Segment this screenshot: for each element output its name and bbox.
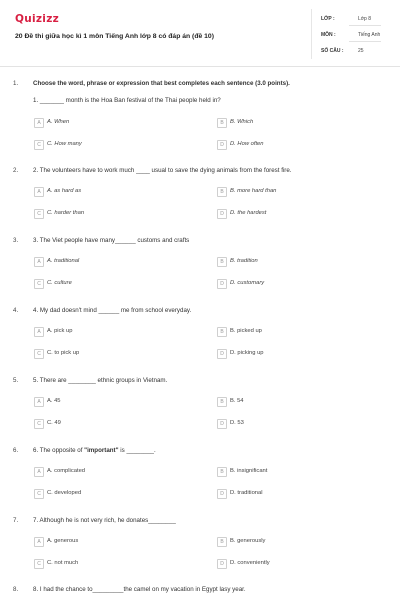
option-key: A	[34, 537, 44, 547]
option-key: C	[34, 209, 44, 219]
meta-panel	[311, 9, 392, 59]
option-label: C. not much	[47, 560, 79, 566]
option-key: C	[34, 140, 44, 150]
question-text: 1. _______ month is the Hoa Ban festival of the Thai people held in?	[33, 97, 221, 104]
option-key: C	[34, 349, 44, 359]
option-label: B. insignificant	[230, 468, 268, 474]
option-label: D. traditional	[230, 490, 263, 496]
worksheet-header	[0, 0, 400, 67]
question-number: 3.	[13, 237, 19, 244]
question-text: 3. The Viet people have many______ customs and crafts	[33, 237, 190, 244]
question-text-end: is ________.	[118, 447, 156, 454]
option-key: D	[217, 349, 227, 359]
question-keyword: "important"	[84, 447, 119, 454]
option-key: A	[34, 187, 44, 197]
option-label: A. 45	[47, 398, 61, 404]
option-key: A	[34, 257, 44, 267]
option-label: D. 53	[230, 420, 244, 426]
meta-label: SỐ CÂU :	[321, 48, 344, 54]
option-key: A	[34, 397, 44, 407]
question-number: 8.	[13, 586, 19, 593]
option-label: C. 49	[47, 420, 61, 426]
option-key: A	[34, 467, 44, 477]
meta-label: MÔN :	[321, 32, 336, 38]
option-label: D. How often	[230, 141, 264, 147]
question-number: 5.	[13, 377, 19, 384]
quizizz-logo: Quizizz	[15, 13, 60, 25]
option-label: C. to pick up	[47, 350, 80, 356]
option-label: D. picking up	[230, 350, 264, 356]
option-label: A. pick up	[47, 328, 73, 334]
option-label: A. When	[47, 119, 70, 125]
option-key: A	[34, 118, 44, 128]
section-instruction: Choose the word, phrase or expression that best completes each sentence (3.0 points).	[33, 80, 290, 87]
meta-value: Lớp 8	[358, 16, 372, 22]
section-number: 1.	[13, 80, 19, 87]
option-key: D	[217, 419, 227, 429]
option-key: D	[217, 140, 227, 150]
option-label: C. culture	[47, 280, 72, 286]
option-key: B	[217, 118, 227, 128]
question-text	[33, 447, 156, 454]
option-key: C	[34, 559, 44, 569]
meta-value: 25	[358, 48, 364, 54]
option-label: B. picked up	[230, 328, 262, 334]
question-text: 5. There are ________ ethnic groups in Vietnam.	[33, 377, 168, 384]
option-label: B. more hard than	[230, 188, 277, 194]
option-label: A. generous	[47, 538, 79, 544]
option-key: D	[217, 279, 227, 289]
option-label: B. tradition	[230, 258, 258, 264]
option-label: C. How many	[47, 141, 82, 147]
question-text-start: 6. The opposite of	[33, 447, 85, 454]
question-number: 7.	[13, 517, 19, 524]
option-label: A. complicated	[47, 468, 86, 474]
option-label: D. conveniently	[230, 560, 270, 566]
question-text: 8. I had the chance to_________the camel on my vacation in Egypt lasy year.	[33, 586, 246, 593]
option-label: B. Which	[230, 119, 254, 125]
option-label: A. as hard as	[47, 188, 82, 194]
page-title: 20 Đề thi giữa học kì 1 môn Tiếng Anh lớp 8 có đáp án (đề 10)	[15, 33, 214, 40]
option-key: B	[217, 397, 227, 407]
question-number: 2.	[13, 167, 19, 174]
option-key: C	[34, 279, 44, 289]
question-text: 7. Although he is not very rich, he donates________	[33, 517, 176, 524]
question-text: 4. My dad doesn't mind ______ me from school everyday.	[33, 307, 192, 314]
option-key: B	[217, 187, 227, 197]
option-key: B	[217, 537, 227, 547]
option-label: C. developed	[47, 490, 82, 496]
question-text: 2. The volunteers have to work much ____ usual to save the dying animals from the forest fire.	[33, 167, 292, 174]
option-key: D	[217, 489, 227, 499]
option-label: B. generously	[230, 538, 266, 544]
meta-value: Tiếng Anh	[358, 32, 381, 38]
meta-label: LỚP :	[321, 16, 335, 22]
divider	[349, 41, 381, 42]
option-key: A	[34, 327, 44, 337]
option-label: A. traditional	[47, 258, 80, 264]
option-key: B	[217, 327, 227, 337]
option-key: D	[217, 209, 227, 219]
option-key: D	[217, 559, 227, 569]
option-label: D. the hardest	[230, 210, 267, 216]
option-key: C	[34, 489, 44, 499]
option-label: B. 54	[230, 398, 244, 404]
option-key: B	[217, 467, 227, 477]
option-key: C	[34, 419, 44, 429]
option-label: D. customary	[230, 280, 265, 286]
question-number: 4.	[13, 307, 19, 314]
option-key: B	[217, 257, 227, 267]
question-number: 6.	[13, 447, 19, 454]
option-label: C. harder than	[47, 210, 85, 216]
divider	[349, 25, 381, 26]
